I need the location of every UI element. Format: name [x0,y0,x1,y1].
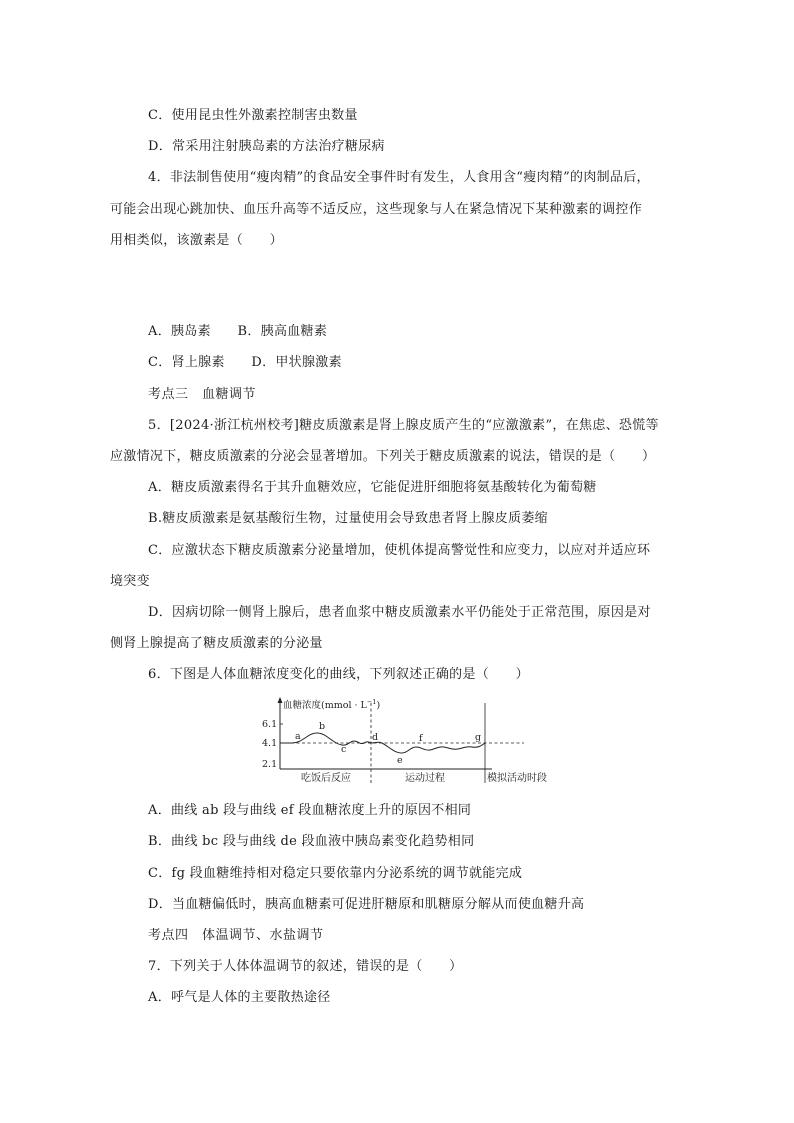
curve-point-label: g [475,732,482,743]
segment-label: 模拟活动时段 [487,773,547,784]
option-6c: C．fg 段血糖维持相对稳定只要依靠内分泌系统的调节就能完成 [148,866,523,881]
option-5b: B.糖皮质激素是氨基酸衍生物，过量使用会导致患者肾上腺皮质萎缩 [148,511,548,526]
option-6d: D．当血糖偏低时，胰高血糖素可促进肝糖原和肌糖原分解从而使血糖升高 [148,897,585,912]
section-heading-4: 考点四 体温调节、水盐调节 [148,928,324,943]
question-5-stem: 5．[2024·浙江杭州校考]糖皮质激素是肾上腺皮质产生的“应激激素”，在焦虑、恐慌等 [148,418,659,433]
options-4-ab: A．胰岛素 B．胰高血糖素 [148,324,328,339]
segment-label: 运动过程 [405,773,445,784]
option-5d-cont: 侧肾上腺提高了糖皮质激素的分泌量 [110,636,323,651]
option-5c-cont: 境突变 [110,574,150,589]
blood-glucose-curve-figure [262,695,547,785]
curve-point-label: d [372,732,379,743]
question-7-stem: 7．下列关于人体体温调节的叙述，错误的是（ ） [148,959,463,974]
curve-point-label: b [319,721,326,732]
glucose-curve [280,733,485,753]
option-3c: C．使用昆虫性外激素控制害虫数量 [148,108,358,123]
section-heading-3: 考点三 血糖调节 [148,387,257,402]
option-6b: B．曲线 bc 段与曲线 de 段血液中胰岛素变化趋势相同 [148,834,475,849]
option-5c: C．应激状态下糖皮质激素分泌量增加，使机体提高警觉性和应变力，以应对并适应环 [148,543,651,558]
question-5-stem-cont: 应激情况下，糖皮质激素的分泌会显著增加。下列关于糖皮质激素的说法，错误的是（ ） [110,449,656,464]
curve-point-label: c [341,744,347,755]
option-6a: A．曲线 ab 段与曲线 ef 段血糖浓度上升的原因不相同 [148,803,472,818]
options-4-cd: C．肾上腺素 D．甲状腺激素 [148,355,342,370]
option-5a: A．糖皮质激素得名于其升血糖效应，它能促进肝细胞将氨基酸转化为葡萄糖 [148,480,597,495]
question-4-stem-end: 用相类似，该激素是（ ） [110,233,283,248]
option-3d: D．常采用注射胰岛素的方法治疗糖尿病 [148,139,385,154]
y-tick-label: 2.1 [262,759,278,770]
y-tick-label: 4.1 [262,738,278,749]
curve-point-label: e [397,755,403,766]
question-6-stem: 6．下图是人体血糖浓度变化的曲线，下列叙述正确的是（ ） [148,667,529,682]
y-axis-title: 血糖浓度(mmol · $L^{-1}$) [283,698,381,711]
curve-point-label: f [419,733,423,744]
segment-label: 吃饭后反应 [301,773,351,784]
question-4-stem-cont: 可能会出现心跳加快、血压升高等不适反应，这些现象与人在紧急情况下某种激素的调控作 [110,202,643,217]
question-4-stem: 4．非法制售使用“瘦肉精”的食品安全事件时有发生，人食用含“瘦肉精”的肉制品后， [148,170,650,185]
option-5d: D．因病切除一侧肾上腺后，患者血浆中糖皮质激素水平仍能处于正常范围，原因是对 [148,605,651,620]
option-7a: A．呼气是人体的主要散热途径 [148,990,331,1005]
y-tick-label: 6.1 [262,719,278,730]
y-axis-arrow-icon [278,697,283,703]
curve-point-label: a [295,731,301,742]
